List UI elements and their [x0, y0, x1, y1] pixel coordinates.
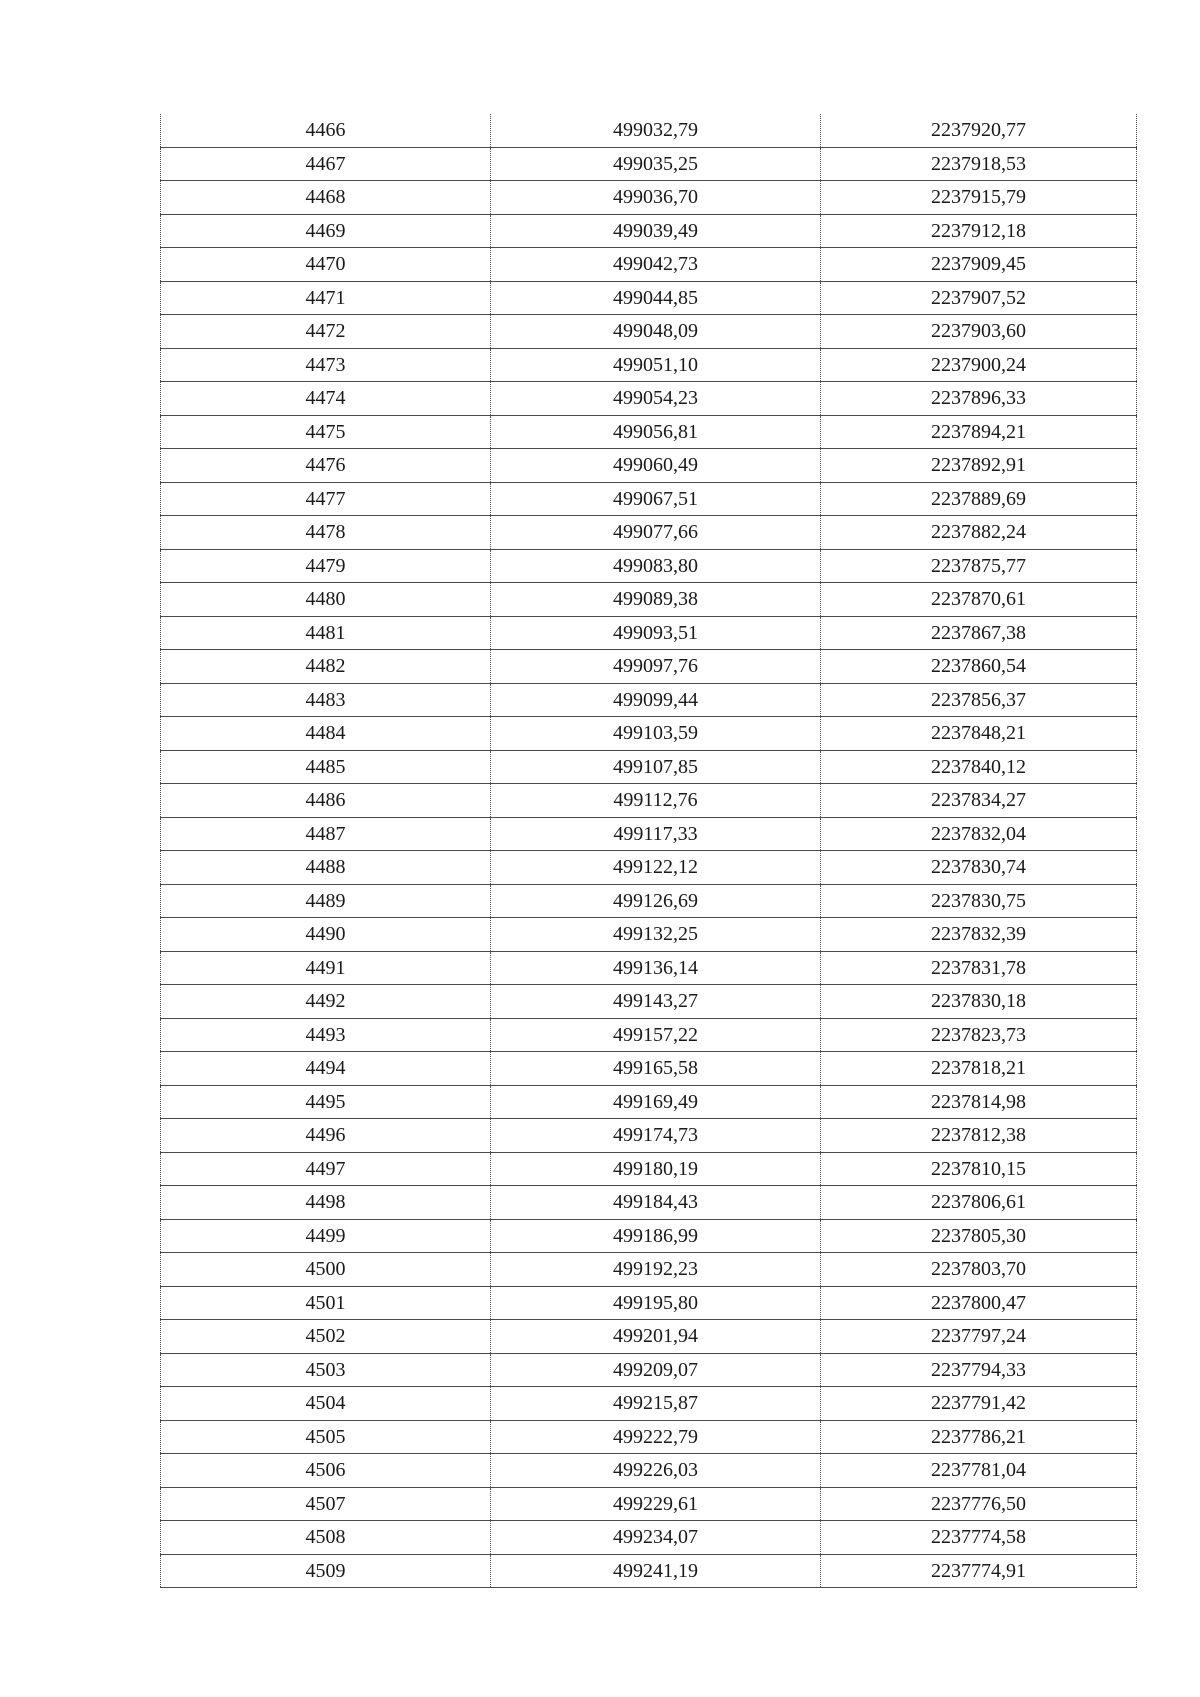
- y-coordinate-cell: 2237818,21: [821, 1052, 1137, 1086]
- point-number-cell: 4470: [161, 248, 491, 282]
- y-coordinate-cell: 2237803,70: [821, 1253, 1137, 1287]
- x-coordinate-cell: 499112,76: [491, 784, 821, 818]
- table-row: [161, 1420, 1137, 1454]
- x-coordinate-cell: 499107,85: [491, 750, 821, 784]
- x-coordinate-cell: 499215,87: [491, 1387, 821, 1421]
- point-number-cell: 4508: [161, 1521, 491, 1555]
- table-row: [161, 1119, 1137, 1153]
- table-row: [161, 348, 1137, 382]
- x-coordinate-cell: 499126,69: [491, 884, 821, 918]
- y-coordinate-cell: 2237867,38: [821, 616, 1137, 650]
- table-row: [161, 181, 1137, 215]
- x-coordinate-cell: 499103,59: [491, 717, 821, 751]
- point-number-cell: 4485: [161, 750, 491, 784]
- x-coordinate-cell: 499209,07: [491, 1353, 821, 1387]
- point-number-cell: 4488: [161, 851, 491, 885]
- point-number-cell: 4477: [161, 482, 491, 516]
- point-number-cell: 4498: [161, 1186, 491, 1220]
- y-coordinate-cell: 2237892,91: [821, 449, 1137, 483]
- table-row: [161, 918, 1137, 952]
- table-row: [161, 382, 1137, 416]
- point-number-cell: 4502: [161, 1320, 491, 1354]
- point-number-cell: 4476: [161, 449, 491, 483]
- table-row: [161, 415, 1137, 449]
- point-number-cell: 4493: [161, 1018, 491, 1052]
- coordinates-table: [160, 114, 1137, 1588]
- point-number-cell: 4492: [161, 985, 491, 1019]
- x-coordinate-cell: 499192,23: [491, 1253, 821, 1287]
- y-coordinate-cell: 2237860,54: [821, 650, 1137, 684]
- point-number-cell: 4479: [161, 549, 491, 583]
- point-number-cell: 4467: [161, 147, 491, 181]
- table-row: [161, 1320, 1137, 1354]
- point-number-cell: 4494: [161, 1052, 491, 1086]
- x-coordinate-cell: 499222,79: [491, 1420, 821, 1454]
- table-row: [161, 1018, 1137, 1052]
- point-number-cell: 4466: [161, 114, 491, 147]
- y-coordinate-cell: 2237794,33: [821, 1353, 1137, 1387]
- table-row: [161, 114, 1137, 147]
- x-coordinate-cell: 499122,12: [491, 851, 821, 885]
- y-coordinate-cell: 2237896,33: [821, 382, 1137, 416]
- table-row: [161, 315, 1137, 349]
- table-row: [161, 1186, 1137, 1220]
- x-coordinate-cell: 499042,73: [491, 248, 821, 282]
- table-row: [161, 1219, 1137, 1253]
- y-coordinate-cell: 2237909,45: [821, 248, 1137, 282]
- x-coordinate-cell: 499157,22: [491, 1018, 821, 1052]
- y-coordinate-cell: 2237848,21: [821, 717, 1137, 751]
- coordinates-table-body: [161, 114, 1137, 1588]
- table-row: [161, 1353, 1137, 1387]
- y-coordinate-cell: 2237830,18: [821, 985, 1137, 1019]
- x-coordinate-cell: 499067,51: [491, 482, 821, 516]
- y-coordinate-cell: 2237786,21: [821, 1420, 1137, 1454]
- point-number-cell: 4486: [161, 784, 491, 818]
- table-row: [161, 750, 1137, 784]
- table-row: [161, 1454, 1137, 1488]
- x-coordinate-cell: 499195,80: [491, 1286, 821, 1320]
- x-coordinate-cell: 499184,43: [491, 1186, 821, 1220]
- table-row: [161, 1387, 1137, 1421]
- y-coordinate-cell: 2237915,79: [821, 181, 1137, 215]
- y-coordinate-cell: 2237856,37: [821, 683, 1137, 717]
- table-row: [161, 214, 1137, 248]
- x-coordinate-cell: 499039,49: [491, 214, 821, 248]
- table-row: [161, 1085, 1137, 1119]
- table-row: [161, 985, 1137, 1019]
- table-row: [161, 884, 1137, 918]
- table-row: [161, 784, 1137, 818]
- y-coordinate-cell: 2237797,24: [821, 1320, 1137, 1354]
- y-coordinate-cell: 2237912,18: [821, 214, 1137, 248]
- x-coordinate-cell: 499060,49: [491, 449, 821, 483]
- table-row: [161, 951, 1137, 985]
- x-coordinate-cell: 499132,25: [491, 918, 821, 952]
- point-number-cell: 4473: [161, 348, 491, 382]
- y-coordinate-cell: 2237781,04: [821, 1454, 1137, 1488]
- x-coordinate-cell: 499165,58: [491, 1052, 821, 1086]
- x-coordinate-cell: 499036,70: [491, 181, 821, 215]
- point-number-cell: 4471: [161, 281, 491, 315]
- y-coordinate-cell: 2237903,60: [821, 315, 1137, 349]
- y-coordinate-cell: 2237870,61: [821, 583, 1137, 617]
- y-coordinate-cell: 2237832,04: [821, 817, 1137, 851]
- table-row: [161, 516, 1137, 550]
- point-number-cell: 4481: [161, 616, 491, 650]
- point-number-cell: 4482: [161, 650, 491, 684]
- point-number-cell: 4491: [161, 951, 491, 985]
- point-number-cell: 4506: [161, 1454, 491, 1488]
- point-number-cell: 4505: [161, 1420, 491, 1454]
- table-row: [161, 851, 1137, 885]
- x-coordinate-cell: 499032,79: [491, 114, 821, 147]
- y-coordinate-cell: 2237791,42: [821, 1387, 1137, 1421]
- point-number-cell: 4474: [161, 382, 491, 416]
- point-number-cell: 4480: [161, 583, 491, 617]
- table-row: [161, 1286, 1137, 1320]
- table-row: [161, 281, 1137, 315]
- x-coordinate-cell: 499226,03: [491, 1454, 821, 1488]
- x-coordinate-cell: 499097,76: [491, 650, 821, 684]
- point-number-cell: 4487: [161, 817, 491, 851]
- y-coordinate-cell: 2237894,21: [821, 415, 1137, 449]
- table-row: [161, 549, 1137, 583]
- point-number-cell: 4490: [161, 918, 491, 952]
- x-coordinate-cell: 499035,25: [491, 147, 821, 181]
- y-coordinate-cell: 2237805,30: [821, 1219, 1137, 1253]
- y-coordinate-cell: 2237823,73: [821, 1018, 1137, 1052]
- point-number-cell: 4483: [161, 683, 491, 717]
- y-coordinate-cell: 2237920,77: [821, 114, 1137, 147]
- x-coordinate-cell: 499051,10: [491, 348, 821, 382]
- table-row: [161, 1253, 1137, 1287]
- x-coordinate-cell: 499089,38: [491, 583, 821, 617]
- y-coordinate-cell: 2237774,58: [821, 1521, 1137, 1555]
- y-coordinate-cell: 2237806,61: [821, 1186, 1137, 1220]
- point-number-cell: 4495: [161, 1085, 491, 1119]
- x-coordinate-cell: 499093,51: [491, 616, 821, 650]
- y-coordinate-cell: 2237882,24: [821, 516, 1137, 550]
- x-coordinate-cell: 499234,07: [491, 1521, 821, 1555]
- point-number-cell: 4472: [161, 315, 491, 349]
- y-coordinate-cell: 2237776,50: [821, 1487, 1137, 1521]
- y-coordinate-cell: 2237830,75: [821, 884, 1137, 918]
- y-coordinate-cell: 2237830,74: [821, 851, 1137, 885]
- table-row: [161, 616, 1137, 650]
- point-number-cell: 4500: [161, 1253, 491, 1287]
- x-coordinate-cell: 499054,23: [491, 382, 821, 416]
- table-row: [161, 650, 1137, 684]
- table-row: [161, 1487, 1137, 1521]
- point-number-cell: 4501: [161, 1286, 491, 1320]
- y-coordinate-cell: 2237810,15: [821, 1152, 1137, 1186]
- y-coordinate-cell: 2237840,12: [821, 750, 1137, 784]
- y-coordinate-cell: 2237918,53: [821, 147, 1137, 181]
- x-coordinate-cell: 499169,49: [491, 1085, 821, 1119]
- table-row: [161, 147, 1137, 181]
- y-coordinate-cell: 2237900,24: [821, 348, 1137, 382]
- y-coordinate-cell: 2237774,91: [821, 1554, 1137, 1588]
- x-coordinate-cell: 499174,73: [491, 1119, 821, 1153]
- x-coordinate-cell: 499186,99: [491, 1219, 821, 1253]
- table-row: [161, 817, 1137, 851]
- x-coordinate-cell: 499056,81: [491, 415, 821, 449]
- table-row: [161, 1052, 1137, 1086]
- table-row: [161, 248, 1137, 282]
- table-row: [161, 1521, 1137, 1555]
- point-number-cell: 4496: [161, 1119, 491, 1153]
- point-number-cell: 4489: [161, 884, 491, 918]
- table-row: [161, 583, 1137, 617]
- x-coordinate-cell: 499143,27: [491, 985, 821, 1019]
- x-coordinate-cell: 499077,66: [491, 516, 821, 550]
- table-row: [161, 717, 1137, 751]
- y-coordinate-cell: 2237875,77: [821, 549, 1137, 583]
- x-coordinate-cell: 499241,19: [491, 1554, 821, 1588]
- point-number-cell: 4497: [161, 1152, 491, 1186]
- table-row: [161, 449, 1137, 483]
- x-coordinate-cell: 499180,19: [491, 1152, 821, 1186]
- x-coordinate-cell: 499229,61: [491, 1487, 821, 1521]
- x-coordinate-cell: 499201,94: [491, 1320, 821, 1354]
- y-coordinate-cell: 2237814,98: [821, 1085, 1137, 1119]
- x-coordinate-cell: 499044,85: [491, 281, 821, 315]
- point-number-cell: 4509: [161, 1554, 491, 1588]
- y-coordinate-cell: 2237831,78: [821, 951, 1137, 985]
- point-number-cell: 4504: [161, 1387, 491, 1421]
- table-row: [161, 683, 1137, 717]
- table-row: [161, 1152, 1137, 1186]
- point-number-cell: 4468: [161, 181, 491, 215]
- point-number-cell: 4484: [161, 717, 491, 751]
- y-coordinate-cell: 2237800,47: [821, 1286, 1137, 1320]
- table-row: [161, 482, 1137, 516]
- point-number-cell: 4499: [161, 1219, 491, 1253]
- point-number-cell: 4503: [161, 1353, 491, 1387]
- y-coordinate-cell: 2237832,39: [821, 918, 1137, 952]
- x-coordinate-cell: 499099,44: [491, 683, 821, 717]
- y-coordinate-cell: 2237834,27: [821, 784, 1137, 818]
- y-coordinate-cell: 2237889,69: [821, 482, 1137, 516]
- table-row: [161, 1554, 1137, 1588]
- x-coordinate-cell: 499117,33: [491, 817, 821, 851]
- x-coordinate-cell: 499136,14: [491, 951, 821, 985]
- point-number-cell: 4478: [161, 516, 491, 550]
- point-number-cell: 4507: [161, 1487, 491, 1521]
- x-coordinate-cell: 499083,80: [491, 549, 821, 583]
- point-number-cell: 4469: [161, 214, 491, 248]
- y-coordinate-cell: 2237812,38: [821, 1119, 1137, 1153]
- x-coordinate-cell: 499048,09: [491, 315, 821, 349]
- point-number-cell: 4475: [161, 415, 491, 449]
- y-coordinate-cell: 2237907,52: [821, 281, 1137, 315]
